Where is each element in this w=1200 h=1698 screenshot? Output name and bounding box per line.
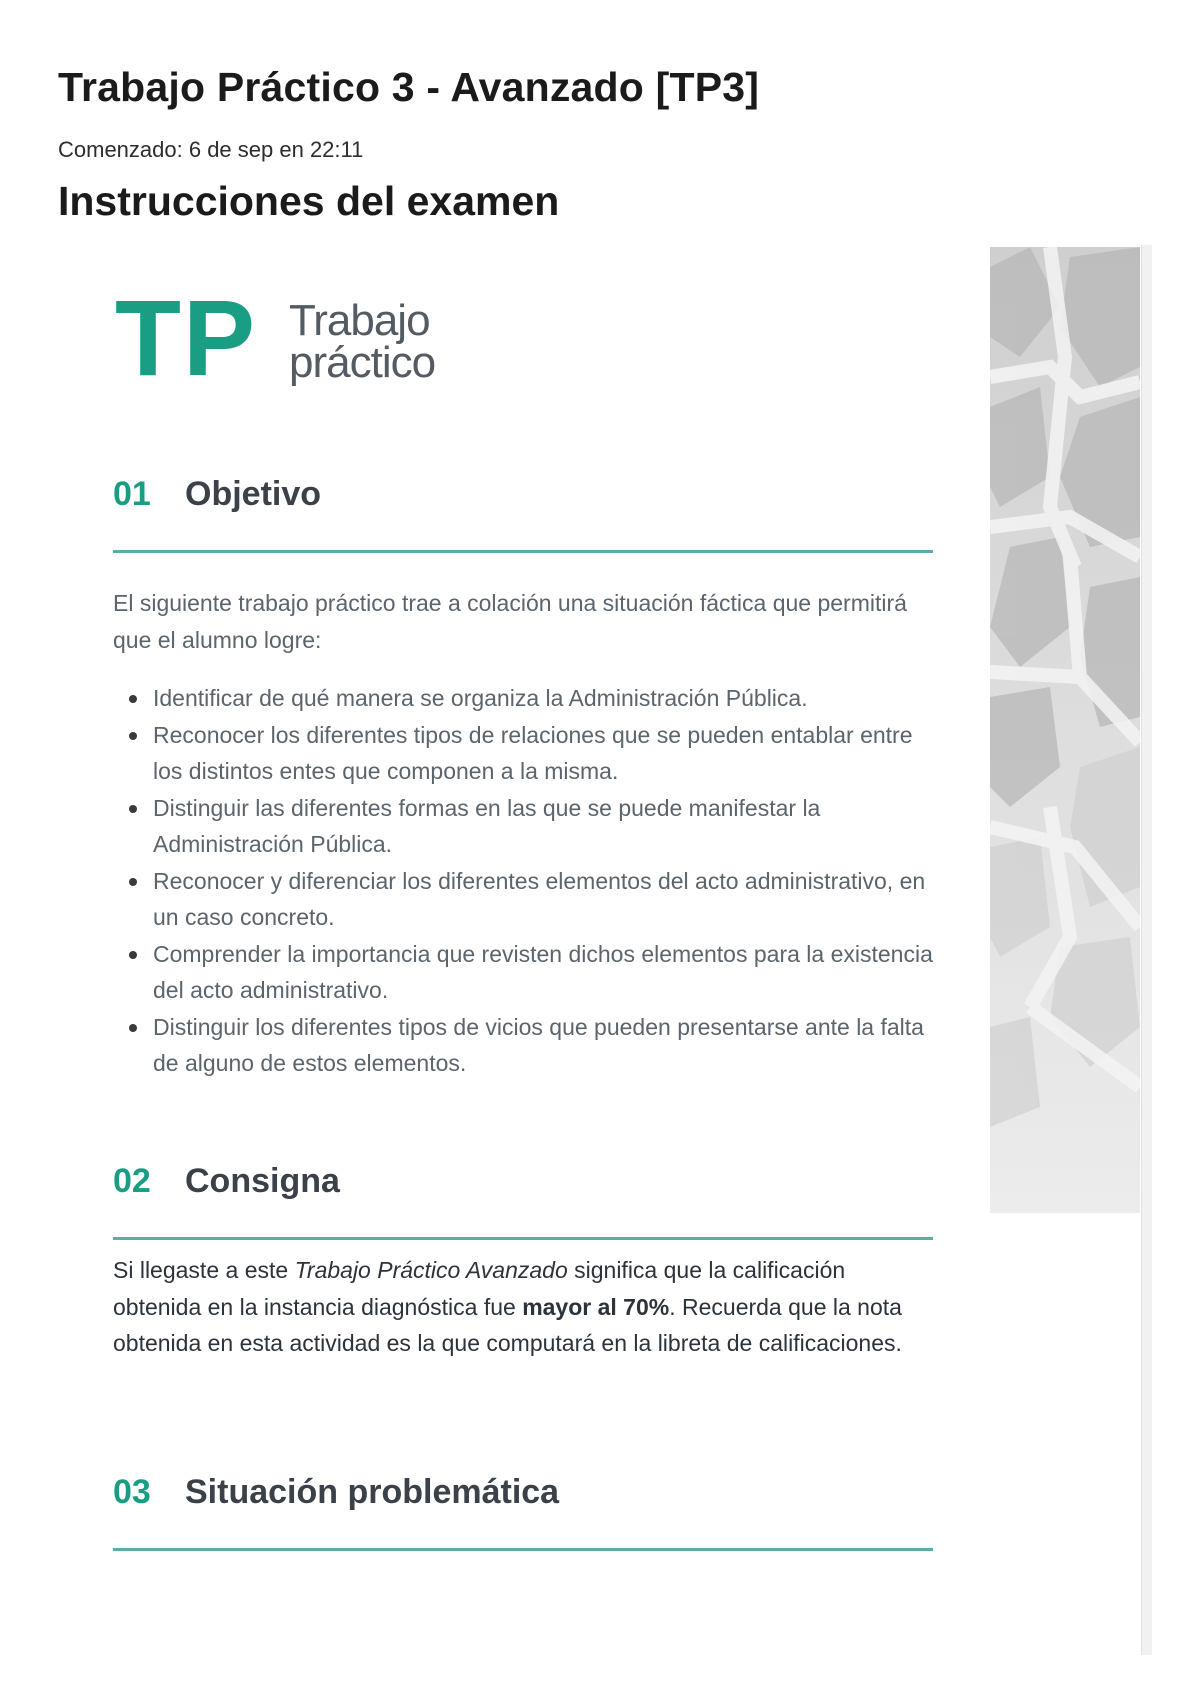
section-title: Situación problemática [185, 1473, 560, 1511]
consigna-italic: Trabajo Práctico Avanzado [294, 1257, 568, 1283]
section-number: 03 [113, 1473, 151, 1511]
list-item: Distinguir las diferentes formas en las que se puede manifestar la Administración Pública. [113, 790, 933, 863]
section-heading-objetivo [113, 475, 933, 553]
section-number: 01 [113, 475, 151, 513]
list-item: Reconocer los diferentes tipos de relaciones que se pueden entablar entre los distintos entes que componen a la misma. [113, 717, 933, 790]
objetivo-intro: El siguiente trabajo práctico trae a colación una situación fáctica que permitirá que el alumno logre: [113, 590, 907, 653]
tp-logo-subtitle-line1: Trabajo [289, 296, 430, 345]
tp-logo-letters: TP [115, 277, 258, 398]
scrollbar[interactable] [1141, 245, 1152, 1655]
decorative-architecture-image [990, 247, 1140, 1213]
consigna-text-part: significa que la calificación obtenida en la instancia diagnóstica fue [113, 1257, 846, 1320]
section-number: 02 [113, 1162, 151, 1200]
tp-logo-subtitle-line2: práctico [289, 338, 436, 387]
started-timestamp: Comenzado: 6 de sep en 22:11 [58, 137, 364, 162]
list-item: Reconocer y diferenciar los diferentes elementos del acto administrativo, en un caso concreto. [113, 863, 933, 936]
list-item: Distinguir los diferentes tipos de vicios que pueden presentarse ante la falta de alguno de estos elementos. [113, 1009, 933, 1082]
list-item: Identificar de qué manera se organiza la Administración Pública. [113, 680, 933, 717]
tp-logo-subtitle [289, 296, 436, 387]
list-item: Comprender la importancia que revisten dichos elementos para la existencia del acto administrativo. [113, 936, 933, 1009]
section-title: Objetivo [185, 475, 322, 513]
consigna-text [113, 1252, 933, 1362]
consigna-text-part: . Recuerda que la nota obtenida en esta actividad es la que computará en la libreta de calificaciones. [113, 1293, 902, 1356]
tp-logo [113, 277, 533, 400]
architecture-pattern [990, 247, 1140, 1213]
section-heading-situacion [113, 1473, 933, 1551]
consigna-bold: mayor al 70% [522, 1293, 670, 1320]
section-heading-consigna [113, 1162, 933, 1240]
section-title: Consigna [185, 1162, 340, 1200]
page-title: Trabajo Práctico 3 - Avanzado [TP3] [58, 64, 760, 110]
objetivo-list [113, 680, 933, 1082]
instructions-title: Instrucciones del examen [58, 178, 560, 224]
consigna-text-part: Si llegaste a este [113, 1257, 295, 1283]
